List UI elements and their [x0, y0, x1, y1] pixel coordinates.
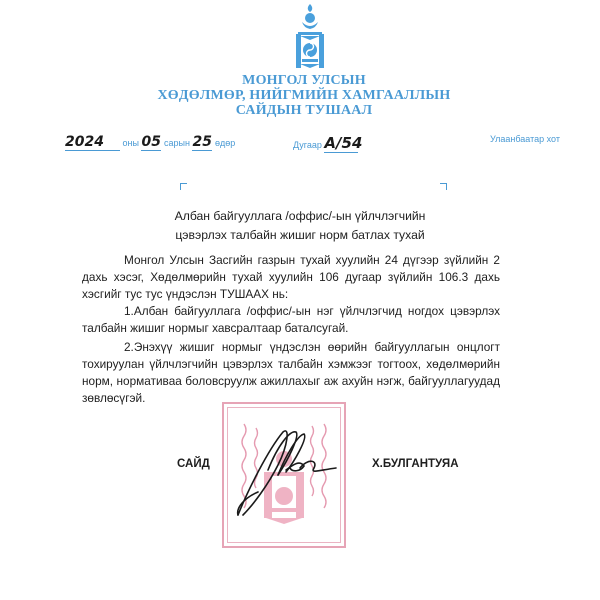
header-line-country: МОНГОЛ УЛСЫН — [242, 73, 366, 88]
title-line-2: цэвэрлэх талбайн жишиг норм батлах тухай — [175, 228, 425, 242]
month-field — [141, 134, 161, 151]
title-line-1: Албан байгууллага /оффис/-ын үйлчлэгчийн — [174, 209, 426, 223]
number-underline — [324, 134, 363, 153]
month-suffix: сарын — [164, 138, 190, 148]
day-suffix: өдөр — [214, 138, 236, 148]
number-value: А/54 — [324, 134, 363, 152]
header-line-ministry: ХӨДӨЛМӨР, НИЙГМИЙН ХАМГААЛЛЫН — [157, 88, 451, 103]
order-number-field — [293, 134, 363, 153]
order-item-2: 2.Энэхүү жишиг нормыг үндэслэн өөрийн байгууллагын онцлогт тохируулан үйлчлэгчийн цэвэрлэх талбайн хэмжээг тогтоох, хөдөлмөрийн норм, нормативаа боловсруулж ажиллахыг аж ахуйн нэгж, байгууллагуудад зөвлөсүгэй. — [82, 340, 500, 405]
header-line-order-title: САЙДЫН ТУШААЛ — [235, 103, 373, 118]
day-value: 25 — [192, 134, 212, 150]
year-suffix: оны — [122, 138, 139, 148]
title-bracket-right — [440, 183, 447, 190]
signatory-title: САЙД — [177, 458, 210, 470]
document-title — [0, 207, 600, 245]
year-value: 2024 — [65, 134, 104, 150]
preamble-paragraph: Монгол Улсын Засгийн газрын тухай хуулийн 24 дүгээр зүйлийн 2 дахь хэсэг, Хөдөлмөрийн тухай хуулийн 106 дугаар зүйлийн 106.3 дахь хэсгийг тус тус үндэслэн ТУШААХ нь: — [82, 253, 500, 301]
soyombo-emblem-icon — [294, 4, 326, 70]
order-item-1: 1.Албан байгууллага /оффис/-ын нэг үйлчлэгчид ногдох цэвэрлэх талбайн жишиг нормыг хавсралтаар баталсугай. — [82, 304, 500, 335]
title-bracket-left — [180, 183, 187, 190]
year-field — [65, 134, 120, 151]
date-field — [65, 134, 235, 151]
month-value: 05 — [141, 134, 161, 150]
day-field — [192, 134, 212, 151]
city-label: Улаанбаатар хот — [490, 134, 560, 144]
signatory-name: Х.БУЛГАНТУЯА — [372, 458, 459, 470]
number-label: Дугаар — [293, 140, 322, 150]
handwritten-signature — [228, 420, 338, 530]
